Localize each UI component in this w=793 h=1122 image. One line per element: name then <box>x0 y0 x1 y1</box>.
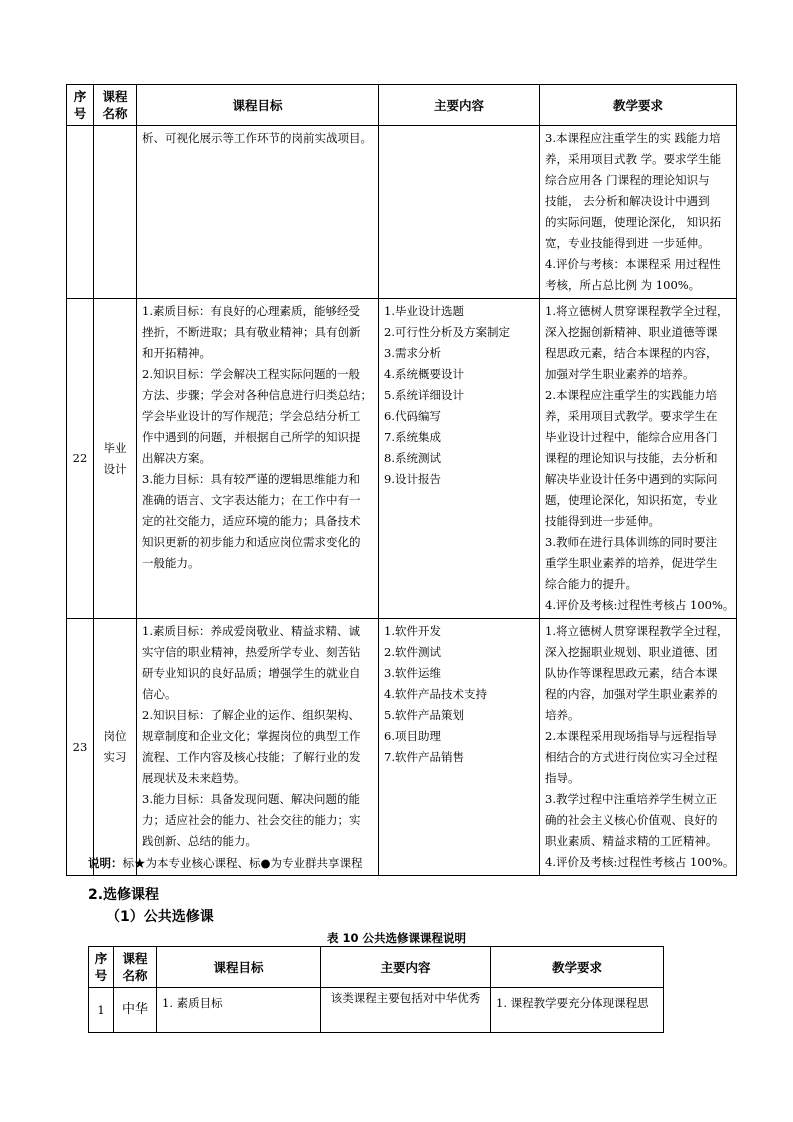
cell-line: 技能， 去分析和解决设计中遇到 <box>545 194 710 208</box>
cell-line: 综合应用各 门课程的理论知识与 <box>545 173 710 187</box>
cell-line: 和开拓精神。 <box>142 346 211 360</box>
row-course-name: 中华 <box>114 988 157 1033</box>
cell-line: 实守信的职业精神，热爱所学专业、刻苦钻 <box>142 645 361 659</box>
cell-line: 3.本课程应注重学生的实 践能力培 <box>545 131 721 145</box>
section-title: 2.选修课程 <box>88 887 160 903</box>
cell-line: 深入挖掘职业规划、职业道德、团 <box>545 645 718 659</box>
cell-line: 1.软件开发 <box>384 624 441 638</box>
cell-line: 作中遇到的问题，并根据自己所学的知识提 <box>142 430 361 444</box>
cell-line: 1.素质目标：有良好的心理素质，能够经受 <box>142 304 360 318</box>
cell-line: 2.软件测试 <box>384 645 441 659</box>
header-teaching-requirements: 教学要求 <box>491 947 664 988</box>
cell-line: 题，使理论深化，知识拓宽，专业 <box>545 493 718 507</box>
cell-line: 毕业设计过程中，能综合应用各门 <box>545 430 718 444</box>
cell-line: 解决毕业设计任务中遇到的实际问 <box>545 472 718 486</box>
row-index: 1 <box>89 988 114 1033</box>
cell-line: 2.本课程采用现场指导与远程指导 <box>545 729 717 743</box>
cell-line: 力；适应社会的能力、社会交往的能力；实 <box>142 813 361 827</box>
cell-line: 考核，所占总比例 为 100%。 <box>545 278 701 292</box>
cell-line: 准确的语言、文字表达能力；在工作中有一 <box>142 493 361 507</box>
elective-course-table <box>88 946 664 1033</box>
row-requirements <box>540 126 737 299</box>
cell-line: 1.毕业设计选题 <box>384 304 464 318</box>
row-goals <box>137 619 379 876</box>
cell-line: 技能得到进一步延伸。 <box>545 514 660 528</box>
row-requirements <box>540 619 737 876</box>
note-label: 说明： <box>88 856 123 870</box>
table-note <box>88 855 363 871</box>
cell-line: 3.需求分析 <box>384 346 441 360</box>
table-caption: 表 10 公共选修课课程说明 <box>326 931 466 945</box>
cell-line: 设计 <box>103 461 127 476</box>
cell-line: 实习 <box>103 750 127 764</box>
row-requirements <box>540 299 737 619</box>
table-header-row <box>67 85 737 126</box>
header-index: 序号 <box>89 947 114 988</box>
cell-line: 2.知识目标：了解企业的运作、组织架构、 <box>142 708 360 722</box>
cell-line: 岗位 <box>103 729 127 743</box>
row-course-name <box>94 299 137 619</box>
header-course-goals: 课程目标 <box>137 85 379 126</box>
row-requirements: 1. 课程教学要充分体现课程思 <box>491 988 664 1033</box>
row-goals: 1. 素质目标 <box>157 988 321 1033</box>
cell-line: 流程、工作内容及核心技能；了解行业的发 <box>142 750 361 764</box>
row-index: 23 <box>67 619 94 876</box>
cell-line: 4.评价及考核:过程性考核占 100%。 <box>545 598 735 612</box>
cell-line: 程思政元素，结合本课程的内容， <box>545 346 718 360</box>
header-main-content: 主要内容 <box>379 85 540 126</box>
row-course-name <box>94 619 137 876</box>
cell-line: 重学生职业素养的培养，促进学生 <box>545 556 718 570</box>
header-course-name: 课程名称 <box>114 947 157 988</box>
row-content <box>379 126 540 299</box>
row-index <box>67 126 94 299</box>
cell-line: 一般能力。 <box>142 556 200 570</box>
cell-line: 相结合的方式进行岗位实习全过程 <box>545 750 718 764</box>
row-goals <box>137 126 379 299</box>
table-row <box>67 619 737 876</box>
cell-line: 展现状及未来趋势。 <box>142 771 246 785</box>
row-content <box>379 619 540 876</box>
cell-line: 确的社会主义核心价值观、良好的 <box>545 813 718 827</box>
cell-line: 养，采用项目式教 学。要求学生能 <box>545 152 722 166</box>
cell-line: 2.可行性分析及方案制定 <box>384 325 510 339</box>
cell-line: 程的内容，加强对学生职业素养的 <box>545 687 718 701</box>
cell-line: 7.系统集成 <box>384 430 441 444</box>
cell-line: 毕业 <box>103 440 127 455</box>
header-course-name: 课程名称 <box>94 85 137 126</box>
cell-line: 养，采用项目式教学。要求学生在 <box>545 409 718 423</box>
cell-line: 加强对学生职业素养的培养。 <box>545 367 695 381</box>
cell-line: 6.代码编写 <box>384 409 441 423</box>
row-course-name <box>94 126 137 299</box>
cell-line: 7.软件产品销售 <box>384 750 464 764</box>
cell-line: 宽，专业技能得到进 一步延伸。 <box>545 236 710 250</box>
cell-line: 方法、步骤；学会对各种信息进行归类总结； <box>142 388 372 402</box>
cell-line: 析、可视化展示等工作环节的岗前实战项目。 <box>142 131 372 145</box>
cell-line: 1.素质目标：养成爱岗敬业、精益求精、诚 <box>142 624 360 638</box>
cell-line: 深入挖掘创新精神、职业道德等课 <box>545 325 718 339</box>
header-course-goals: 课程目标 <box>157 947 321 988</box>
row-content: 该类课程主要包括对中华优秀 <box>321 988 491 1033</box>
cell-line: 2.本课程应注重学生的实践能力培 <box>545 388 717 402</box>
table-row <box>67 299 737 619</box>
table-header-row <box>89 947 664 988</box>
cell-line: 定的社交能力，适应环境的能力；具备技术 <box>142 514 361 528</box>
row-index: 22 <box>67 299 94 619</box>
header-index: 序号 <box>67 85 94 126</box>
header-teaching-requirements: 教学要求 <box>540 85 737 126</box>
cell-line: 5.软件产品策划 <box>384 708 464 722</box>
cell-line: 出解决方案。 <box>142 451 211 465</box>
cell-line: 的实际问题，使理论深化， 知识拓 <box>545 215 722 229</box>
cell-line: 5.系统详细设计 <box>384 388 464 402</box>
cell-line: 2.知识目标：学会解决工程实际问题的一般 <box>142 367 360 381</box>
cell-line: 队协作等课程思政元素，结合本课 <box>545 666 718 680</box>
cell-line: 9.设计报告 <box>384 472 441 486</box>
cell-line: 学会毕业设计的写作规范；学会总结分析工 <box>142 409 361 423</box>
cell-line: 规章制度和企业文化；掌握岗位的典型工作 <box>142 729 361 743</box>
cell-line: 挫折，不断进取；具有敬业精神；具有创新 <box>142 325 361 339</box>
cell-line: 4.评价与考核：本课程采 用过程性 <box>545 257 721 271</box>
table-row <box>89 988 664 1033</box>
cell-line: 4.评价及考核:过程性考核占 100%。 <box>545 855 735 869</box>
row-goals <box>137 299 379 619</box>
cell-line: 3.能力目标：具备发现问题、解决问题的能 <box>142 792 360 806</box>
cell-line: 研专业知识的良好品质；增强学生的就业自 <box>142 666 361 680</box>
row-content <box>379 299 540 619</box>
cell-line: 1.将立德树人贯穿课程教学全过程， <box>545 624 729 638</box>
cell-line: 知识更新的初步能力和适应岗位需求变化的 <box>142 535 361 549</box>
cell-line: 1.将立德树人贯穿课程教学全过程， <box>545 304 729 318</box>
cell-line: 课程的理论知识与技能，去分析和 <box>545 451 718 465</box>
subsection-title: （1）公共选修课 <box>106 909 214 925</box>
cell-line: 培养。 <box>545 708 580 722</box>
course-description-table <box>66 84 737 876</box>
cell-line: 4.系统概要设计 <box>384 367 464 381</box>
cell-line: 指导。 <box>545 771 580 785</box>
cell-line: 3.软件运维 <box>384 666 441 680</box>
cell-line: 践创新、总结的能力。 <box>142 834 257 848</box>
cell-line: 4.软件产品技术支持 <box>384 687 487 701</box>
header-main-content: 主要内容 <box>321 947 491 988</box>
note-text: 标★为本专业核心课程、标●为专业群共享课程 <box>122 856 363 870</box>
table-row <box>67 126 737 299</box>
cell-line: 综合能力的提升。 <box>545 577 637 591</box>
cell-line: 3.教师在进行具体训练的同时要注 <box>545 535 717 549</box>
cell-line: 8.系统测试 <box>384 451 441 465</box>
cell-line: 3.能力目标：具有较严谨的逻辑思维能力和 <box>142 472 360 486</box>
cell-line: 6.项目助理 <box>384 729 441 743</box>
cell-line: 职业素质、精益求精的工匠精神。 <box>545 834 718 848</box>
cell-line: 3.教学过程中注重培养学生树立正 <box>545 792 717 806</box>
cell-line: 信心。 <box>142 687 177 701</box>
